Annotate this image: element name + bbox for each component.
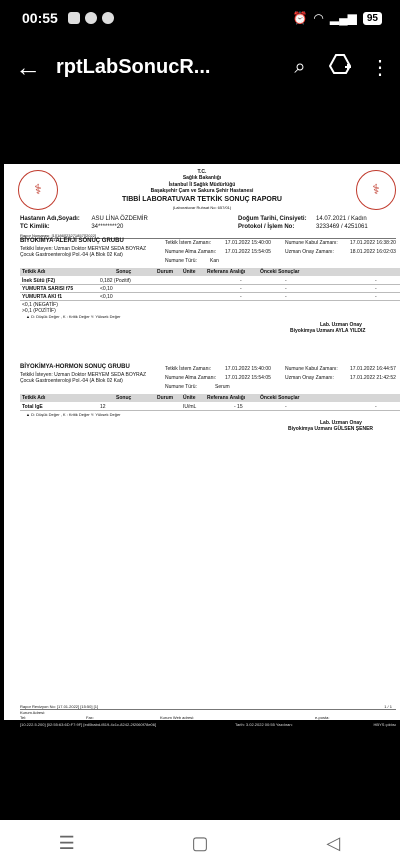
col-result: Sonuç xyxy=(116,395,132,401)
clinic: Çocuk Gastroenteroloji Pol.-04 (A Blok 02 Kat) xyxy=(20,377,123,384)
table-row xyxy=(20,294,400,301)
col-name: Tetkik Adı xyxy=(22,269,46,275)
footer-address: Kurum Adresi: xyxy=(20,710,46,715)
test-prev: - xyxy=(285,294,287,300)
value-legend: ▲ D: Düşük Değer , K : Kritik Değer Y: Yüksek Değer xyxy=(26,314,121,319)
test-prev: - xyxy=(285,404,287,410)
home-icon[interactable]: ▢ xyxy=(191,832,209,853)
status-bar xyxy=(0,0,400,36)
facebook-notification-icon xyxy=(85,12,97,24)
email-label: e-posta: xyxy=(315,715,330,720)
test-result: 0,182 (Pozitif) xyxy=(100,278,131,284)
test-ref: - xyxy=(240,286,242,292)
test-name: YUMURTA AKI f1 xyxy=(22,294,63,300)
test-ref: - 15 xyxy=(234,404,243,410)
test-prev: - xyxy=(285,278,287,284)
header-tc: T.C. xyxy=(197,169,207,175)
col-unit: Ünite xyxy=(183,395,196,401)
meta-label: Numune Türü: xyxy=(165,258,197,264)
requester: Tetkiki İsteyen: Uzman Doktor MERYEM SEDA BOYRAZ xyxy=(20,245,147,252)
meta-label: Uzman Onay Zamanı: xyxy=(285,249,334,255)
meta-label: Numune Alma Zamanı: xyxy=(165,375,217,381)
test-name: YUMURTA SARISI f75 xyxy=(22,286,74,292)
meta-value: 17.01.2022 16:44:57 xyxy=(350,366,396,372)
table-row xyxy=(20,278,400,285)
col-ref: Referans Aralığı xyxy=(207,269,246,275)
col-status: Durum xyxy=(157,395,174,401)
meta-value: 17.01.2022 16:38:20 xyxy=(350,240,396,246)
test-prev: - xyxy=(375,404,377,410)
meta-label: Tetkik İstem Zamanı: xyxy=(165,240,212,246)
app-bar xyxy=(0,36,400,98)
col-prev: Önceki Sonuçlar xyxy=(260,269,300,275)
test-result: 12 xyxy=(100,404,106,410)
dob-value: 14.07.2021 / Kadın xyxy=(316,216,367,222)
footer-code-line xyxy=(20,722,396,727)
test-prev: - xyxy=(375,286,377,292)
meta-value: 17.01.2022 15:40:00 xyxy=(225,240,271,246)
fax-label: Fax: xyxy=(86,715,94,720)
recents-icon[interactable]: ☰ xyxy=(58,832,75,853)
meta-value: Kan xyxy=(210,258,219,264)
meta-value: 17.01.2022 21:42:52 xyxy=(350,375,396,381)
footer-contact xyxy=(20,715,396,720)
test-name: İnek Sütü (F2) xyxy=(22,278,56,284)
table-row xyxy=(20,286,400,293)
hospital-logo-icon: ⚕ xyxy=(356,170,396,210)
col-prev: Önceki Sonuçlar xyxy=(260,395,300,401)
value-legend: ▲ D: Düşük Değer , K : Kritik Değer Y: Yüksek Değer xyxy=(26,412,121,417)
test-ref: - xyxy=(240,294,242,300)
meta-label: Uzman Onay Zamanı: xyxy=(285,375,334,381)
table-row xyxy=(20,404,400,411)
meta-label: Numune Alma Zamanı: xyxy=(165,249,217,255)
interpretation-note: <0,1 (NEGATİF) xyxy=(22,302,58,308)
more-options-icon[interactable]: ⋮ xyxy=(370,56,390,79)
test-prev: - xyxy=(375,278,377,284)
meta-value: Serum xyxy=(215,384,230,390)
alarm-icon: ⏰ xyxy=(292,11,308,25)
patient-name-row xyxy=(20,216,396,224)
wifi-icon: ◠ xyxy=(313,11,324,25)
drive-add-icon[interactable] xyxy=(320,54,360,80)
meta-value: 17.01.2022 15:40:00 xyxy=(225,366,271,372)
table-header xyxy=(20,394,400,402)
revision-no: Rapor Revizyon No: [17.01.2022] [15:50] [1] xyxy=(20,704,99,709)
system-nav-bar xyxy=(0,820,400,866)
meta-value: 17.01.2022 15:54:05 xyxy=(225,249,271,255)
test-result: <0,10 xyxy=(100,286,113,292)
print-date: Tarih: 3.02.2022 00:55 Yazdıran: xyxy=(235,722,293,727)
approval-title: Lab. Uzman Onay xyxy=(320,322,362,328)
requester: Tetkiki İsteyen: Uzman Doktor MERYEM SEDA BOYRAZ xyxy=(20,371,147,378)
report-header xyxy=(4,164,400,210)
header-hospital: Başakşehir Çam ve Sakura Şehir Hastanesi xyxy=(150,187,254,194)
test-prev: - xyxy=(375,294,377,300)
approver-name: Biyokimya Uzmanı AYLA YILDIZ xyxy=(290,328,366,334)
status-icons xyxy=(292,11,382,25)
dob-label: Doğum Tarihi, Cinsiyeti: xyxy=(238,216,307,222)
report-page xyxy=(4,164,400,720)
col-name: Tetkik Adı xyxy=(22,395,46,401)
allergy-result-group xyxy=(20,238,400,334)
device-code: [10.222.5.200] [02:55:63:6D:F7:9F] [ed0babd-f819-4c1c-8242-2f2060f78e06] xyxy=(20,722,157,727)
clock: 00:55 xyxy=(22,10,58,26)
tc-label: TC Kimlik: xyxy=(20,224,50,230)
group-title: BİYOKİMYA-ALERJİ SONUÇ GRUBU xyxy=(20,238,124,244)
meta-value: 18.01.2022 16:02:03 xyxy=(350,249,396,255)
battery-icon: 95 xyxy=(363,12,382,25)
ministry-logo-icon: ⚕ xyxy=(18,170,58,210)
meta-label: Numune Türü: xyxy=(165,384,197,390)
license-number: (Laboratuvar Ruhsat No: 657/01) xyxy=(172,204,232,210)
header-ministry: Sağlık Bakanlığı xyxy=(182,175,222,182)
interpretation-note: >0,1 (POZİTİF) xyxy=(22,308,56,314)
hbys-label: HBYS çıktısı xyxy=(373,722,396,727)
signal-icon: ▂▄▆ xyxy=(329,11,357,25)
meta-label: Numune Kabul Zamanı: xyxy=(285,366,338,372)
report-number: Rapor Numarası: [1][186][23271857][2022] xyxy=(20,233,396,239)
back-icon[interactable]: ◁ xyxy=(326,832,341,853)
test-result: <0,10 xyxy=(100,294,113,300)
tel-label: Tel: xyxy=(20,715,27,720)
col-ref: Referans Aralığı xyxy=(207,395,246,401)
page-number: 1 / 1 xyxy=(384,704,392,709)
search-icon[interactable]: ⌕ xyxy=(294,55,306,78)
meta-label: Numune Kabul Zamanı: xyxy=(285,240,338,246)
col-result: Sonuç xyxy=(116,269,132,275)
protocol-value: 3233469 / 4251061 xyxy=(316,224,368,230)
col-status: Durum xyxy=(157,269,174,275)
tc-row xyxy=(20,224,396,232)
test-ref: - xyxy=(240,278,242,284)
meta-value: 17.01.2022 15:54:05 xyxy=(225,375,271,381)
tc-value: 34********20 xyxy=(91,224,124,230)
meta-label: Tetkik İstem Zamanı: xyxy=(165,366,212,372)
patient-name: ASU LİNA ÖZDEMİR xyxy=(91,216,148,222)
web-label: Kurum Web adresi: xyxy=(160,715,195,720)
patient-name-label: Hastanın Adı,Soyadı: xyxy=(20,216,80,222)
app-notification-icon xyxy=(102,12,114,24)
report-title: TIBBİ LABORATUVAR TETKİK SONUÇ RAPORU xyxy=(122,196,282,203)
approval-title: Lab. Uzman Onay xyxy=(320,420,362,426)
document-title: rptLabSonucR... xyxy=(56,55,211,78)
clinic: Çocuk Gastroenteroloji Pol.-04 (A Blok 02 Kat) xyxy=(20,251,123,258)
test-prev: - xyxy=(285,286,287,292)
group-title: BİYOKİMYA-HORMON SONUÇ GRUBU xyxy=(20,364,130,370)
approver-name: Biyokimya Uzmanı GÜLSEN ŞENER xyxy=(288,426,374,432)
test-unit: IU/mL xyxy=(183,404,197,410)
drive-add-icon-svg xyxy=(329,54,351,74)
messages-notification-icon xyxy=(68,12,80,24)
header-directorate: İstanbul İl Sağlık Müdürlüğü xyxy=(168,181,236,188)
hormone-result-group xyxy=(20,364,400,434)
protocol-label: Protokol / İşlem No: xyxy=(238,224,295,230)
col-unit: Ünite xyxy=(183,269,196,275)
back-arrow-icon[interactable]: ← xyxy=(15,51,41,82)
test-name: Total IgE xyxy=(22,404,43,410)
table-header xyxy=(20,268,400,276)
